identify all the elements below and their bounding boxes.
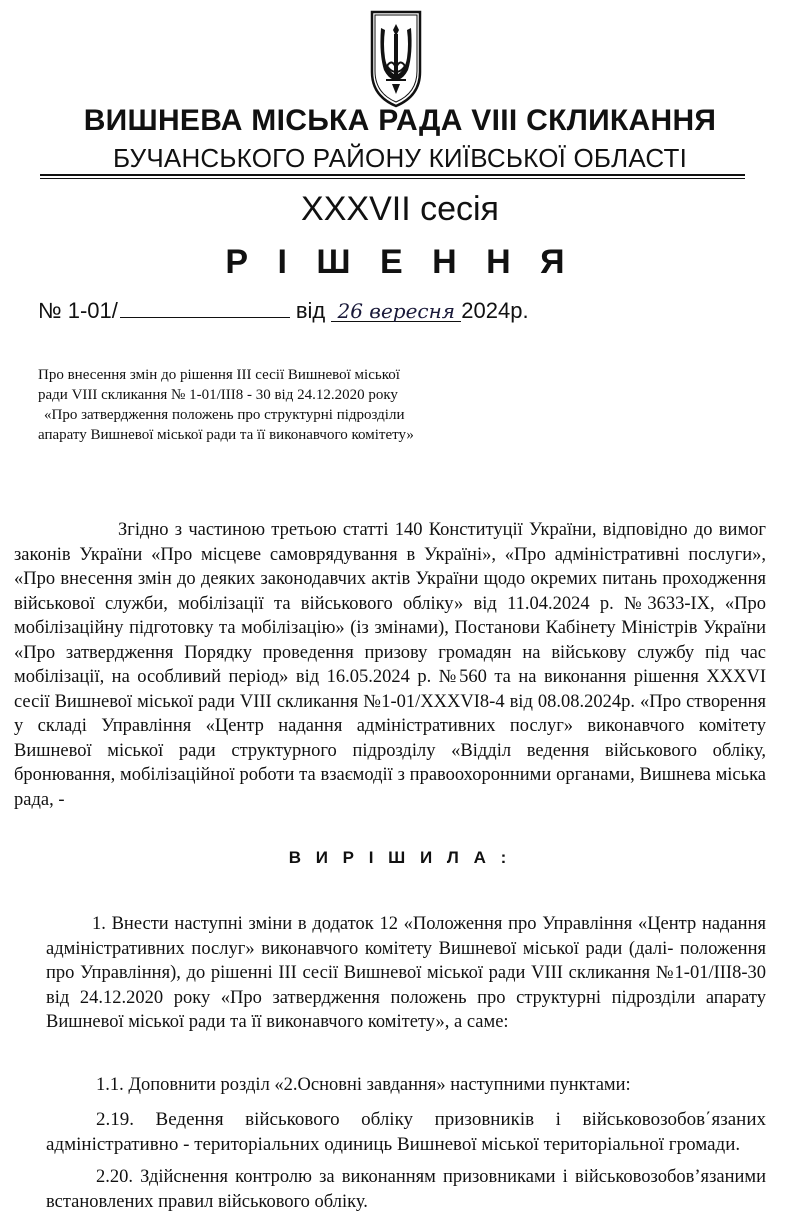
subject-line: Про внесення змін до рішення ІІІ сесії Вишневої міської (38, 367, 400, 383)
decision-title: Р І Ш Е Н Н Я (225, 243, 575, 281)
preamble-paragraph: Згідно з частиною третьою статті 140 Конституції України, відповідно до вимог законів України «Про місцеве самоврядування в Україні», «Про адміністративні послуги», «Про внесення змін до деяких законодавчих актів України щодо окремих питань проходження військової служби, мобілізації та військового обліку» від 11.04.2024 р. №3633-ІХ, «Про мобілізаційну підготовку та мобілізацію» (із змінами), Постанови Кабінету Міністрів України «Про затвердження Порядку проведення призову громадян на військову службу під час мобілізації, на особливий період» від 16.05.2024 р. №560 та на виконання рішення XXXVI сесії Вишневої міської ради VIII скликання №1-01/XXXVI8-4 від 08.08.2024р. «Про створення у складі Управління «Центр надання адміністративних послуг» виконавчого комітету Вишневої міської ради структурного підрозділу «Відділ ведення військового обліку, бронювання, мобілізаційної роботи та взаємодії з правоохоронними органами, Вишнева міська рада, - (14, 520, 766, 810)
document-number-prefix: № 1-01/ (38, 298, 118, 323)
item-2-20-paragraph: 2.20. Здійснення контролю за виконанням призовниками і військовозобов’язаними встановлених правил військового обліку. (46, 1167, 766, 1212)
council-district: БУЧАНСЬКОГО РАЙОНУ КИЇВСЬКОЇ ОБЛАСТІ (112, 143, 688, 173)
subject-line: ради VIII скликання № 1-01/ІІІ8 - 30 від 24.12.2020 року (38, 387, 398, 403)
header-divider (40, 174, 745, 176)
subject-line: «Про затвердження положень про структурні підрозділи (44, 407, 405, 423)
trident-coat-of-arms-icon (368, 10, 424, 108)
session-title: XXXVII сесія (301, 190, 499, 228)
document-year: 2024р. (461, 298, 529, 323)
header-divider-thin (40, 178, 745, 179)
item-1-1-paragraph: 1.1. Доповнити розділ «2.Основні завдання» наступними пунктами: (96, 1075, 631, 1095)
document-number-line (38, 297, 529, 324)
council-name: ВИШНЕВА МІСЬКА РАДА VIII СКЛИКАННЯ (83, 104, 717, 137)
document-number-blank (120, 297, 290, 318)
item-1-paragraph: 1. Внести наступні зміни в додаток 12 «Положення про Управління «Центр надання адміністративних послуг» виконавчого комітету Вишневої міської ради (далі- положення про Управління), до рішенні ІІІ сесії Вишневої міської ради VIII скликання №1-01/ІІІ8-30 від 24.12.2020 року «Про затвердження положень про структурні підрозділи апарату Вишневої міської ради та її виконавчого комітету», а саме: (46, 914, 766, 1032)
subject-line: апарату Вишневої міської ради та її виконавчого комітету» (38, 427, 414, 443)
resolved-heading: В И Р І Ш И Л А : (288, 848, 512, 867)
handwritten-date: 26 вересня (331, 299, 461, 322)
decision-subject (38, 365, 478, 445)
date-label: від (295, 298, 326, 323)
item-2-19-paragraph: 2.19. Ведення військового обліку призовників і військовозобов΄язаних адміністративно - територіальних одиниць Вишневої міської територіальної громади. (46, 1109, 766, 1155)
